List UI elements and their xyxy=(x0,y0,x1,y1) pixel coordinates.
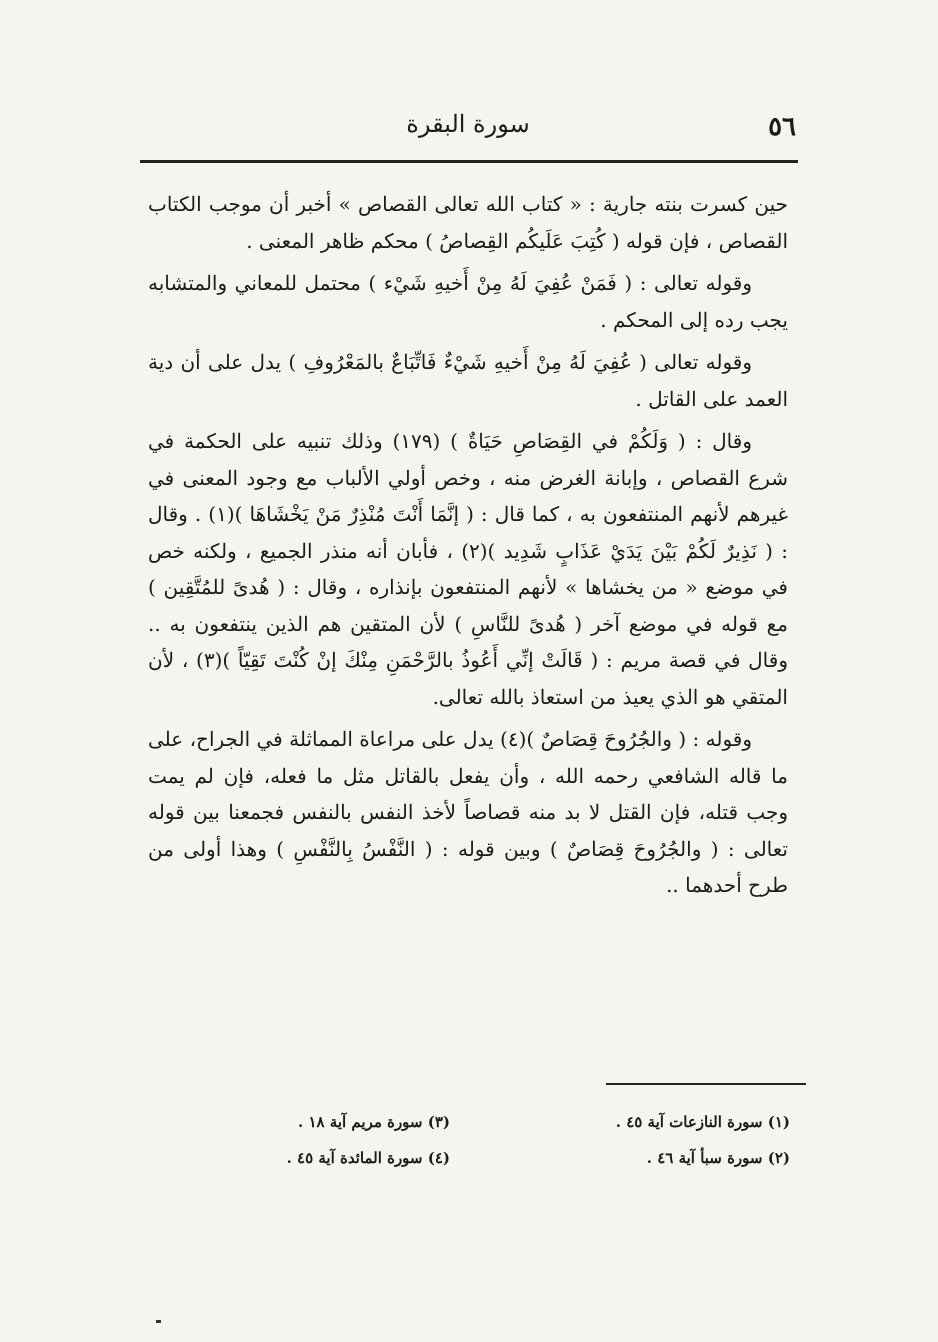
footnotes xyxy=(150,1104,790,1176)
header-divider xyxy=(140,160,798,163)
scan-speck xyxy=(156,1320,161,1323)
footnote-3: (٣) سورة مريم آية ١٨ . xyxy=(297,1113,450,1131)
footnote-4: (٤) سورة المائدة آية ٤٥ . xyxy=(286,1149,450,1167)
footnote-2: (٢) سورة سبأ آية ٤٦ . xyxy=(646,1149,790,1167)
footnote-divider xyxy=(606,1083,806,1085)
footnote-1: (١) سورة النازعات آية ٤٥ . xyxy=(615,1113,790,1131)
footnote-row xyxy=(150,1104,790,1140)
main-text xyxy=(148,186,788,904)
page-header xyxy=(140,108,796,152)
paragraph-2: وقوله تعالى : ( فَمَنْ عُفِيَ لَهُ مِنْ أَخيهِ شَيْء ) محتمل للمعاني والمتشابه يجب رده إلى المحكم . xyxy=(148,271,788,332)
paragraph-4: وقال : ( وَلَكُمْ في القِصَاصِ حَيَاةٌ ) (١٧٩) وذلك تنبيه على الحكمة في شرع القصاص ، وإبانة الغرض منه ، وخص أولي الألباب مع وجود المعنى في غيرهم لأنهم المنتفعون به ، كما قال : ( إنَّمَا أَنْتَ مُنْذِرٌ مَنْ يَخْشَاهَا )(١) . وقال : ( نَذِيرٌ لَكُمْ بَيْنَ يَدَيْ عَذَابٍ شَدِيد )(٢) ، فأبان أنه منذر الجميع ، ولكنه خص في موضع « من يخشاها » لأنهم المنتفعون بإنذاره ، وقال : ( هُدىً للمُتَّقِين ) مع قوله في موضع آخر ( هُدىً للنَّاسِ ) لأن المتقين هم الذين ينتفعون به .. وقال في قصة مريم : ( قَالَتْ إنِّي أَعُوذُ بالرَّحْمَنِ مِنْكَ إنْ كُنْتَ تَقِيّاً )(٣) ، لأن المتقي هو الذي يعيذ من استعاذ بالله تعالى. xyxy=(148,429,788,709)
footnote-row xyxy=(150,1140,790,1176)
running-title: سورة البقرة xyxy=(406,110,530,138)
page-number: ٥٦ xyxy=(768,112,796,142)
paragraph-3: وقوله تعالى ( عُفِيَ لَهُ مِنْ أَخيهِ شَيْءٌ فَاتِّبَاعٌ بالمَعْرُوفِ ) يدل على أن دية العمد على القاتل . xyxy=(148,350,788,411)
paragraph-5: وقوله : ( والجُرُوحَ قِصَاصٌ )(٤) يدل على مراعاة المماثلة في الجراح، على ما قاله الشافعي رحمه الله ، وأن يفعل بالقاتل مثل ما فعله، فإن لم يمت وجب قتله، فإن القتل لا بد منه قصاصاً لأخذ النفس بالنفس فجمعنا بين قوله تعالى : ( والجُرُوحَ قِصَاصٌ ) وبين قوله : ( النَّفْسُ بِالنَّفْسِ ) وهذا أولى من طرح أحدهما .. xyxy=(148,727,788,897)
paragraph-1: حين كسرت بنته جارية : « كتاب الله تعالى القصاص » أخبر أن موجب الكتاب القصاص ، فإن قوله ( كُتِبَ عَلَيكُم القِصاصُ ) محكم ظاهر المعنى . xyxy=(148,192,788,253)
